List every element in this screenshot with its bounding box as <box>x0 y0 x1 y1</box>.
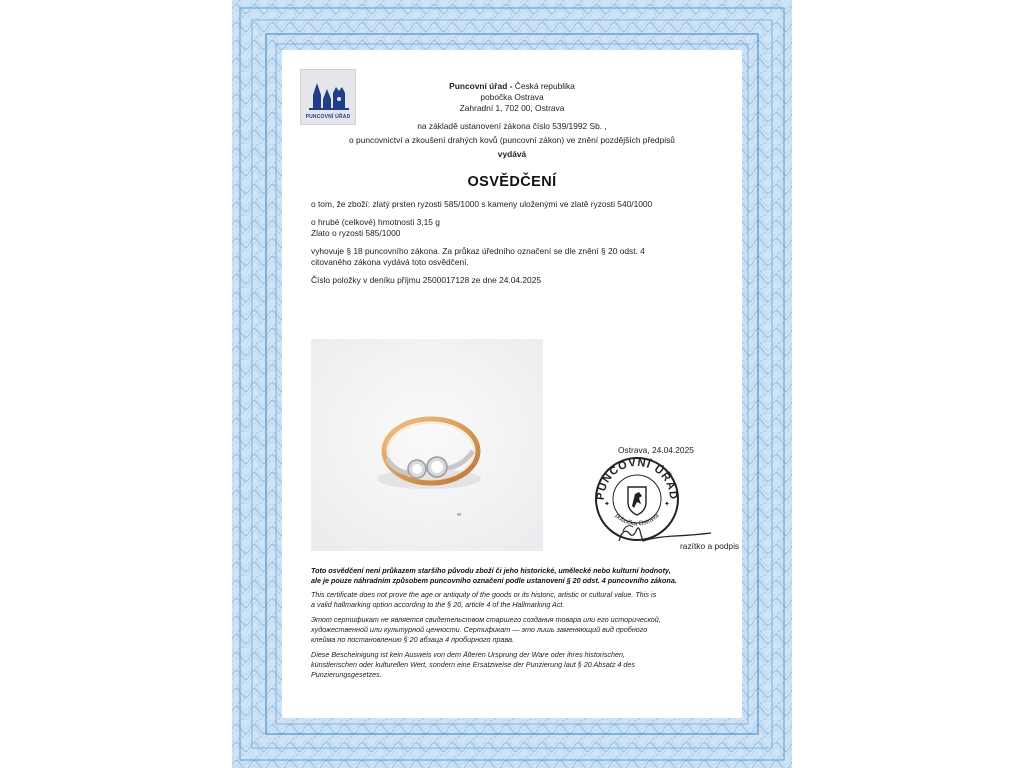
stamp-caption: razítko a podpis <box>680 541 740 551</box>
stamp-branch-text: pobočka Ostrava <box>613 512 661 528</box>
item-number: Číslo položky v deníku příjmu 2500017128 ze dne 24.04.2025 <box>311 275 542 285</box>
certificate-content-area <box>282 50 742 718</box>
document-title: OSVĚDČENÍ <box>467 174 557 190</box>
gross-weight: o hrubé (celkové) hmotnosti 3,15 g <box>311 217 440 227</box>
law-line: na základě ustanovení zákona číslo 539/1992 Sb. , <box>417 121 607 131</box>
office-country: Česká republika <box>512 81 575 91</box>
office-name <box>282 81 742 92</box>
address-line: Zahradní 1, 702 00, Ostrava <box>459 103 565 113</box>
issues-label: vydává <box>497 149 527 159</box>
disclaimer-cz-2: ale je pouze náhradním způsobem puncovního označení podle ustanovení § 20 odst. 4 puncovního zákona. <box>311 576 677 585</box>
ring-photo <box>311 339 543 551</box>
disclaimer-ru-1: Этот сертификат не является свидетельством старшего создания товара или его исторической, <box>311 615 661 624</box>
certificate-sheet <box>232 0 792 768</box>
law-description: o puncovnictví a zkoušení drahých kovů (puncovní zákon) ve znění pozdějších předpisů <box>349 135 675 145</box>
disclaimer-ru-3: клейма по постановлению § 20 абзаца 4 пробирного права. <box>311 635 515 644</box>
disclaimer-ru-2: художественной или культурной ценности. Сертификат — это лишь заменяющий вид пробного <box>311 625 648 634</box>
goods-description: o tom, že zboží: zlatý prsten ryzosti 585/1000 s kameny uloženými ve zlatě ryzosti 540/1000 <box>311 199 653 209</box>
compliance-line-1: vyhovuje § 18 puncovního zákona. Za průkaz úředního označení se dle znění § 20 odst. 4 <box>311 246 645 256</box>
coat-of-arms-icon <box>628 487 646 515</box>
svg-text:✦: ✦ <box>664 501 670 508</box>
disclaimer-de-2: künstlerischen oder kulturellen Wert, sondern eine Ersatzweise der Punzierung laut § 20 Absatz 4 des <box>311 660 636 669</box>
office-name-bold: Puncovní úřad - <box>449 81 513 91</box>
branch-line: pobočka Ostrava <box>480 92 544 102</box>
ring-image <box>311 339 543 551</box>
disclaimer-en-2: a valid hallmarking option according to the § 20, article 4 of the Hallmarking Act. <box>311 600 565 609</box>
disclaimer-de-1: Diese Bescheinigung ist kein Ausweis von dem Älteren Ursprung der Ware oder ihres historischen, <box>311 650 626 659</box>
compliance-line-2: citovaného zákona vydává toto osvědčení. <box>311 257 469 267</box>
logo-caption: PUNCOVNÍ ÚŘAD <box>305 114 351 120</box>
disclaimer-en-1: This certificate does not prove the age or antiquity of the goods or its historic, artistic or cultural value. This is <box>311 590 657 599</box>
stamp-ring-text: PUNCOVNÍ ÚŘAD <box>594 456 680 501</box>
disclaimer-cz-1: Toto osvědčení není průkazem staršího původu zboží či jeho historické, umělecké nebo kulturní hodnoty, <box>311 566 671 575</box>
place-date: Ostrava, 24.04.2025 <box>618 445 694 455</box>
disclaimer-de-3: Punzierungsgesetzes. <box>311 670 382 679</box>
gold-fineness: Zlato o ryzosti 585/1000 <box>311 228 401 238</box>
svg-text:✦: ✦ <box>604 501 610 508</box>
